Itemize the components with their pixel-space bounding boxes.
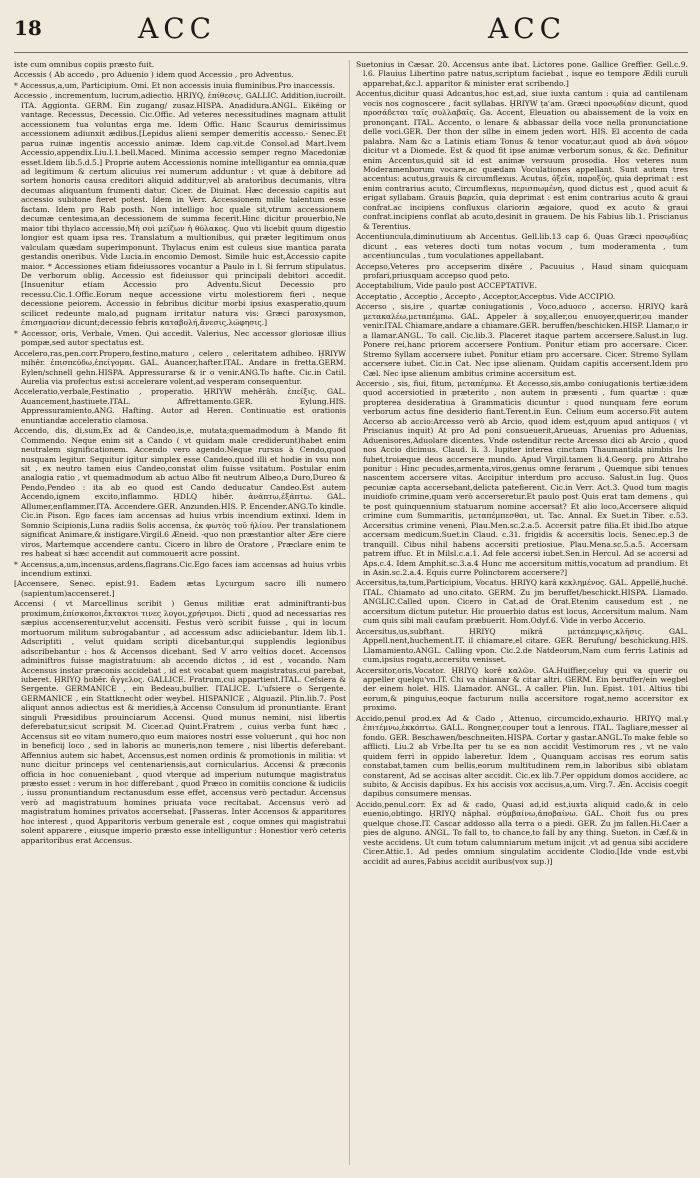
dictionary-entry: Accensi ( vt Marcellinus scribit ) Genus militiæ erat adminiftranti-bus proximum,ἐπίσκοποι,ἔκτακτοι τινες λογοι,χρήσιμοι. Dicti , quod ad necessarias res sæpius accenserentur,velut accensiti. Festus verò scribit fuisse , qui in locum mortuorum militum subrogabantur , ad accessum adsc adiiciebantur. Idem lib.1. Adscriptiti , velut quidam scripti dicebantur,qui supplendis legionibus adscribebantur : hos & Accensos dicebant. Sed V arro veltios docet. Accensos adminiftros fuisse magistratuum: ab accendo dictos , id est , vocando. Nam Accensus instar præconis accidebat , id est vocabat quem magistratus,cui parebat, iuberet. ḤRIYQ ḥobêr. ἄγγελος. GALLICE. Fratrum,cui appartient.ITAL. Cefsiera & Sergente. GERMANICE , ein Bedeau,bullier. ITALICE. L'ufsiere o Sergente. GERMANICE , ein Stattknecht oder weybel. HISPANICE , Alguazil. Plin.lib.7. Post aliquot annos adiectus est & meridies,à Accenso Consulum id pronuntiante. Erant singuli Præsidibus prouinciarum Accensi. Quod munus nemini, nisi libertis deferebatur,sicut scripsit M. Cicer.ad Quint.Fratrem , cuius verba funt hæc , Accensus sit eo vitam numero,quo eum maiores nostri esse voluerunt , qui hoc non in beneficij loco , sed in laboris ac muneris,non temere , nisi libertis deferebant. Affennius autem sic habet, Accensus,est nomen ordinis & promotionis in militia: vt nunc dicitur princeps vel centenariensis,aut cornicularius. Accensi & præconis officia in hoc conueniebant , quod vterque ad imperium nutumque magistratus præsto esset : verum in hoc differebant , quod Præco in comitiis concione & iudiciis , iussu pronuntiandum rectanusdum esse effet, accensus verò pectadur. Accensus verò ad magistratuum homines priuata voce recitabat. Accensus verò ad magistratum homines privatos accersebat. [Passeras. Inter Accensos & apparitores hoc interest , quod Apparitoris verbum generale est , coque omnes qui magistratui solent apparere , eiusque imperio præsto esse intelliguntur : Honestior verò ceteris apparitoribus erat Accensus. — [14, 599, 346, 845]
page-number: 18 — [14, 16, 42, 40]
dictionary-entry: * Accessus,a,um, Participium. Omi. Et non accessis inuia fluminibus.Pro inaccessis. — [14, 80, 336, 90]
running-head-right: ACC — [488, 12, 567, 45]
dictionary-entry: Suetonius in Cæsar. 20. Accensus ante ibat. Lictores pone. Gallice Greffier. Gell.c.9. l.6. Flauius Libertino patre natus,scriptum faciebat , isque eo tempore Ædili curuli apparebat,&c.l. apparitor & minister erat scribendo.] — [356, 60, 688, 88]
dictionary-entry: Accersitus,ta,tum,Participium, Vocatus. ḤRIYQ karâ κεκλημένος. GAL. Appellé,huché. ITAL. Chiamato ad uno.citato. GERM. Zu jm beruffet/beschickt.HISPA. Llamado. ANGLIC.Called upon. Cicero in Cat.ad de Orat.Etenim causedum est , ne accersitum dictum putetur. Hic prouerbio datus est locus, Accersitum malum. Nam cum quis sibi mali caufam præbuerit. Hom.Odyf.6. Vide in verbo Accerio. — [356, 578, 688, 626]
dictionary-entry: Accendo, dis, di,sum,Ex ad & Candeo,is,e, mutata;quemadmodum à Mando fit Commendo. Neque enim sit a Cando ( vt quidam male crediderunt)habet enim neutralem significationem. Accendo vero agendo.Neque rursus à Cendo,quod nusquam legitur. Sequitur igitur simplex esse Candeo,quod illi et hodie in vsu non sit , ex neutro tamen eius Candeo,constat olim fuisse vsitatum. Postular enim analogia ratio , vt quemadmodum ab actuo Albo fit neutrum Albeo,a Duro,Dureo & Pendo,Pendeo : ita ab eo quod est Cando deducatur Candeo.Est autem Accendo,ignem excito,inflammo. ḤDLQ hibêr. ἀνάπτω,ἐξάπτω. GAL. Allumer,enflammer.ITA. Accendere.GER. Anzunden.HIS. P. Encender.ANG.To kindle. Cic.in Pison. Ego faces iam accensas ad huius vrbis incendium extinxi. Idem in Somnio Scipionis,Luna radiis Solis accensa, ἐκ φωτὸς τοῦ ἡλίου. Per translationem significat Animare,& instigare.Virgil.6 Æneid. -quo non præstantior alter Ære ciere viros, Martemque accendere cantu. Cicero in libro de Oratore , Præclare enim te res habeat si hæc accendit aut commouerit acre possint. — [14, 426, 346, 559]
left-column — [14, 60, 346, 846]
column-divider — [349, 60, 350, 1165]
dictionary-entry: Accessio , incrementum, lucrum,adiectio. ḤRIYQ, ἐπίθεσις. GALLIC. Addition,iucroilt. ITA. Aggionta. GERM. Ein zugang/ zusaz.HISPA. Anadidura.ANGL. Eikëing or vantage. Recessus, Decessio. Cic.Offic. Ad veteres necessitudines magnam attulit accessionem tua voluntas erga me. Idem Offic. Hanc Scaurus demirissimus accessionem adiunxit ædibus.[Lepidus alieni semper demeritis accesso.- Senec.Et parua ruinæ ingentis accessio animæ. Idem cap.vit.de Consol.ad Mart.Ivem Accessio,appendix.Liu.l.1.bell.Maced. Minima accessio semper regno Macedoniæ esset.Idem lib.5.d.5.] Proprie autem Accessionis nomine intelligantur ea omnia,quæ ad legitimum & certum alicuius rei numerum adduntur : vt quæ à debitore ad sortem honoris causa creditori aliquid additur;vel ab aratoribus decumanis, vltra decumas aliquantum frumenti datur. Cicer. de Diuinat. Hæc decessio capitis aut accessio subitone fieret potest. Idem in Verr. Accessionem mille talentum esse factam. Idem pro Rab posth. Non intelligo hoc quale sit,vtrum accessionem decumæ centesima,an decessionem de summa fecerit.Hinc dicitur prouerbio,Ne maior tibi thylaco accessio,Mὴ σοὶ μείζων ἡ θύλακος. Quo vti licebit quum digestio longior est quam ipsa res. Translatum a multionibus, qui præter legitimum onus valculam quædam superimponunt. Thylacus enim est culeus siue mantica parata gestandis oneribus. Vide Lucia.in encomio Demost. Simile huic est,Accessio capite maior. * Accessiones etiam fideiussores vocantur a Paulo in l. Si ferrum stipulatus. De verborum oblig. Accessio est fideiussor qui principali debitori accedit. [Insuenitur etiam Accessio pro Adventu.Sicut Decessio pro recessu.Cic.1.Offic.Eorum neque accessione virtu molestiorem fieri , neque decessione peiorem. Accessio in febribus dicitur morbi ipsius exasperatio,quum scilicet redeunte malo,ad pugnam irritatur natura vis: Græci paroxysmon, ἐπισημασίαν dicunt;decessio febris καταβολή,ἄνεσις,λώφησις.] — [14, 91, 346, 328]
running-head-left: ACC — [138, 12, 217, 45]
dictionary-entry: Accersitus,us,subftant. ḤRIYQ mikrâ μετάπεμψις,κλῆσις. GAL. Appell.nent,huchement.IT. il chiamare,el citare. GER. Berufung/ beschickung.HIS. Llamamiento.ANGL. Calling vpon. Cic.2.de Natdeorum,Nam cum ferris Latinis ad cum,ipsius rogatu,accersitu venisset. — [356, 626, 688, 665]
dictionary-entry: Accido,penul.corr. Ex ad & cado, Quasi ad,id est,iuxta aliquid cado,& in celo euenio,obtingo. ḤRIYQ nāphal. σύμβαίνω,ἀποβαίνω. GAL. Choit fus ou pres quelque chose.IT. Cascar addosso alla terra o a piedi. GER. Zu jm fallen.Hi.Caer a pies de alguno. ANGL. To fall to, to chance,to fall by any thing. Sueton. in Cæf.& in veste accidens. Ut cum totum calumniarum metum inijcit ,vt ad genua sibi accidere Cicer.Attic.1. Ad pedes omnium singulatim accidente Clodio.[Ide vnde est,vbi accidit ad aures,Fabius accidit auribus(vox sup.)] — [356, 799, 688, 866]
dictionary-entry: Accelero,ras,pen.corr.Propero,festino,maturo , celero , celeritatem adhibeo. ḤRIYW mihêr. ἐπισπεύδω,ἐπείγομαι. GAL. Auancer,hafter.ITAL. Andare in fretta.GERM. Eylen/schnell gehn.HISPA. Appressurarse & ir o venir.ANG.To hafte. Cic.in Catil. Aurelia via profectus est:si accelerare volent,ad vesperam consequentur. — [14, 348, 346, 386]
dictionary-entry: Accentus,dicitur quasi Adcantus,hoc est,ad, siue iuxta cantum : quia ad cantilenam vocis nos cognoscere , facit syllabas. ḤRIYW ṭaʿam. Græci προσῳδίαν dicunt, quod προσάδεται ταῖς συλλαβαῖς. Ga. Accent, Eleuation ou abaissement de la voix en prononçant. ITAL. Accento, o lenare & abbassar della voce nella pronunciatione delle voci.GER. Der thon der silbe in einem jeden wort. HIS. El accento de cada palabra. Nam &c a Latinis etiam Tonus & tenor vocatur,aut quod ab ἀνὰ νόμον dicitur vt a Diomede. Est & quod fit ipse animæ verborum sonus, & &c. Definitur enim Accentus,quid sit id est animæ versuum prosodia. Hos veteres num Moderamenborum vocare,ac quædam Voculationes appellant. Sunt autem tres accentus: acutus,grauis & circumflexus. Acutus, ὀξεῖα, παροξύς, quia deprimat : est enim contrarius acuto, Circumflexus, περισπωμένη, quod dictus est , quod acuit & erigat syllabam. Grauis βαρεῖα, quia deprimat : est enim contrarius acuto & graui confrat.ac incipiens confluxus clariorin ægaiore, quod ex acuto & graui confrat.incipiens conflat ab acuto,desinit in grauem. De his Fabius lib.1. Priscianus & Terentius. — [356, 89, 688, 231]
dictionary-entry: Acceleratio,verbale,Festinatio , properatio. ḤRIYW mehêrâh. ἐπείξις. GAL. Auancement,hastiuete.ITAL. Affrettamento.GER. Eylung.HIS. Appressuramiento.ANG. Hafting. Autor ad Heren. Continuatio est orationis enuntiandæ acceleratio clamosa. — [14, 387, 346, 425]
dictionary-entry: * Accessor, oris, Verbale, Vmen. Qui accedit. Valerius, Nec accessor gloriosæ illius pompæ,sed autor spectatus est. — [14, 328, 346, 348]
dictionary-entry: Accersio , sis, fiui, fitum, μεταπέμπω. Et Accesso,sis,ambo coniugationis tertiæ:idem quod accersiotied in præterito , non autem in præsenti , fum quartæ : quæ propterea desideratiua à Grammaticis dicuntur : quod nunquam fere eorum verborum actus fine desiderio fiant.Terent.in Eun. Celium eum accerso.Fit autem Accerso ab accio:Arcesso verò ab Arcio, quod idem est,quum apud antiquos ( vt Priscianus inquit) At pro Ad poni consueuerit,Arueuas, Aruenias pro Aduenias, Aduenisores,Aduolare dicentes. Vnde ostenditur recte Arcesso dici ab Arcio , quod nos Accio dicimus. Claud. li. 3. Iupiter interea cinctam Thaumantida nimbis Ire fubet,troiæque deos accersere mundo. Apud Virgil.tamen li.4.Georg. pro Attraho ponitur : Hinc pecudes,armenta,viros,genus omne ferarum , Quemque sibi tenues nascentem accersere vitas. Accipitur interdum pro accuso. Salust.in Iug. Quos pecuniæ capta accersebant,delicta patefierent. Cic.in Verr. Act.3. Quod tum magis inuidiofo crimine,quam verò accerseretur.Et paulo post Quis erat tam demens , qui te post quinquennium statuarum nomine accersat? Et alio loco,Accersere aliquid crimine cum Summaritis, μεταπέμπεσθαι, ut. Tac. Annal. Ex Suet.in Tiber. c.53. Accersitus crimine veneni, Plau.Men.sc.2.a.5. Accersit patre filia.Et ibid.Ibo atque accersam medicum.Suet.in Claud. c.31. frigidis & accersitis locis. Senec.ep.3 de tranquill. Cibus nihil habens accersiti pretiosiue. Plau.Mena.sc.5.a.5. Accersam patrem iffuc. Et in Milsl.c.a.1. Ad fele accersi iubet.Sen.in Hercul. Ad se accersi ad Aps.c.4. Idem Amphit.sc.3.a.4 Hunc me accersitum mittis,vocatum ad prandium. Et in Asin.sc.2.a.4. Equis curre Polinctorem accersere?] — [356, 378, 688, 578]
dictionary-entry: Accerso , sis,ire , quartæ coniugationis , Voco,aduoco , accerso. ḤRIYQ karâ μετακαλέω,μεταπέμπω. GAL. Appeler à soy,aller,ou enuoyer,querir,ou mander venir.ITAL Chiamare,andare a chiamare.GER. beruffen/beschicken.HISP. Llamar,o ir a llamar.ANGL. To call. Cic.lib.3. Placeret itaque partem accersere.Salust.in Iug. Ponere rei,hanc priorem accersere Pontium. Ponitur etiam pro accersare. Cicer. Stremo Syllam accersere iubet. Ponitur etiam pro accersare. Cicer. Stremo Syllam accersere iubet. Cic.in Cat. Nec ipse alienam. Quidam capitis accersent.Idem pro Cæl. Nec ipse alienum ambitus crimine accersitum est. — [356, 302, 688, 378]
dictionary-entry: [Accensere, Senec. epist.91. Eadem ætas Lycurgum sacro illi numero (sapientum)accenseret.] — [14, 579, 346, 598]
dictionary-entry: Accersitor,oris,Vocator. ḤRIYQ korê καλῶν. GA.Huiffier,celuy qui va querir ou appeller quelqu'vn.IT. Chi va chiamar & citar altri. GERM. Ein beruffer/ein wegbel der einem holet. HIS. Llamador. ANGL. A caller. Plin. Iun. Epist. 101. Altius tibi eorum,& pinguius,eoque facturum nulla accersitore rogat,nemo accersitor ex proximo. — [356, 665, 688, 713]
dictionary-entry: Acceptabilium, Vide paulo post ACCEPTATIVE. — [356, 281, 538, 291]
dictionary-entry: Accentiuncula,diminutiuum ab Accentus. Gell.lib.13 cap 6. Quas Græci προσῳδίας dicunt , eas veteres docti tum notas vocum , tum moderamenta , tum accentiunculas , tum voculationes appellabant. — [356, 232, 688, 261]
dictionary-entry: * Accensus,a,um,incensus,ardens,flagrans.Cic.Ego faces iam accensas ad huius vrbis incendium extinxi. — [14, 559, 346, 579]
right-column — [356, 60, 688, 867]
dictionary-entry: Accepso,Veteres pro accepserim dixêre , Pacuuius , Haud sinam quicquam profari,priusquam accepso quod peto. — [356, 261, 688, 280]
header-rule — [14, 52, 688, 53]
dictionary-entry: Acceptatio , Acceptio , Accepto , Acceptor,Acceptus. Vide ACCIPIO. — [356, 291, 616, 301]
dictionary-entry: Accido,penul prod.ex Ad & Cado , Attenuo, circumcido,exhaurio. ḤRIYQ mal.γ ἐπιτέμνω,ἐκκόπτω. GALL. Rongner,couper tout a lenrous. ITAL. Tagliare,messer al fondo. GER. Beschawen/beschneiten.HISPA. Cortar y gastar.ANGL.To make feble so afflicti. Liu.2 ab Vrbe.Ita per tu se ea non accidit Vestimorum res , vt ne valo quidem ferri in oppido laberetur. Idem , Quanquam accisas res eorum satis constabat,tamen cum bellis,eorum multitudinem rem,in laboribus sibi oblatam constarent, Ad se accisas alter accidit. Cic.ex lib.7.Per oppidum domos accidere, ac subito, & Accisis dapibus. Ex his accisis vox accisus,a,um. Virg.7. Æn. Accisis coegit dapibus consumere mensas. — [356, 713, 688, 799]
dictionary-entry: Accessis ( Ab accedo , pro Aduenio ) idem quod Accessio , pro Adventus. — [14, 70, 294, 80]
dictionary-entry: iste cum omnibus copiis præsto fuit. — [14, 60, 155, 69]
